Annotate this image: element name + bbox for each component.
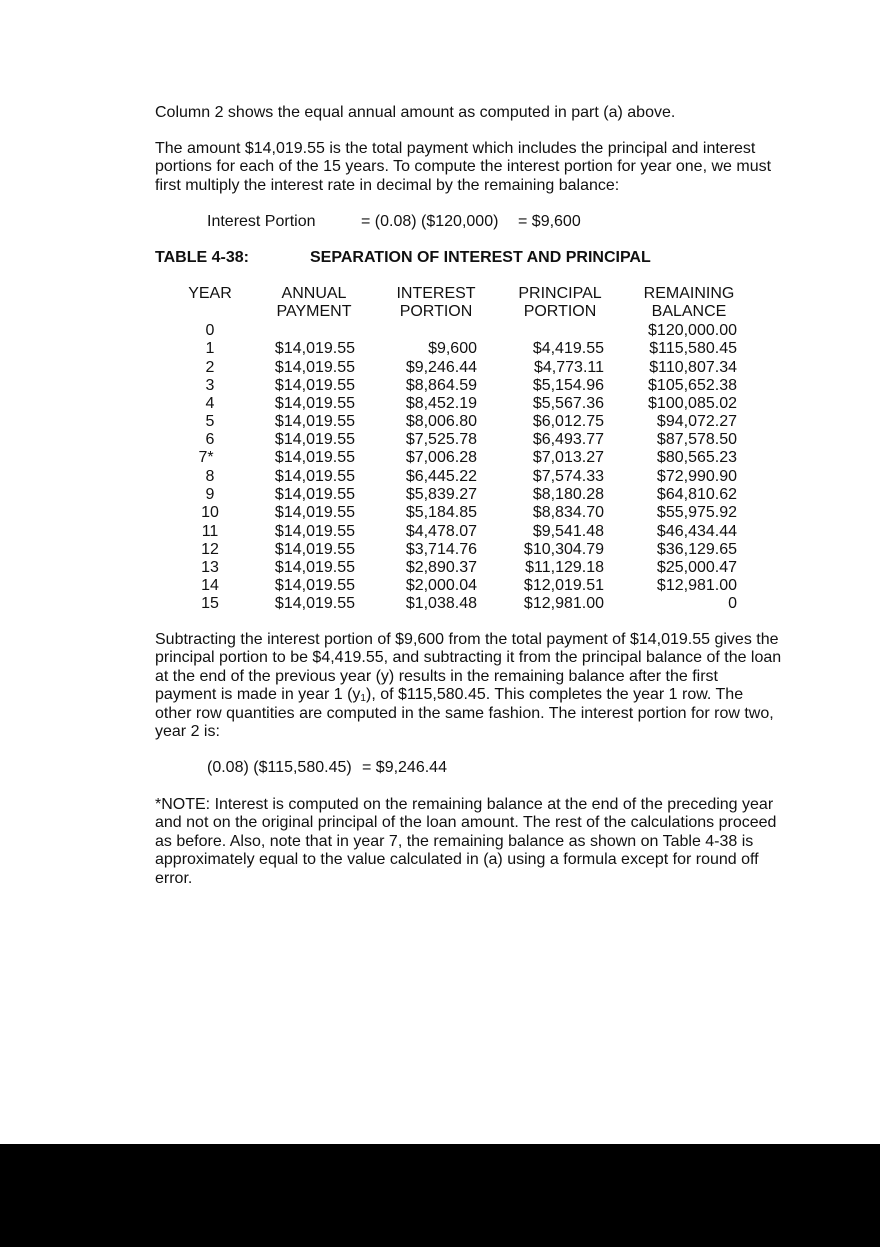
cell-year: 9 bbox=[205, 486, 215, 503]
paragraph-line: first multiply the interest rate in decimal by the remaining balance: bbox=[155, 176, 620, 194]
cell-principal: $5,154.96 bbox=[532, 377, 604, 394]
cell-balance: $94,072.27 bbox=[656, 413, 737, 430]
cell-balance: $105,652.38 bbox=[648, 377, 737, 394]
cell-year: 15 bbox=[201, 595, 219, 612]
cell-balance: $80,565.23 bbox=[656, 449, 737, 466]
cell-interest: $5,839.27 bbox=[405, 486, 477, 503]
paragraph-line: principal portion to be $4,419.55, and subtracting it from the principal balance of the loan bbox=[155, 649, 782, 667]
header-year: YEAR bbox=[188, 285, 232, 302]
table-header-row-1 bbox=[0, 285, 880, 303]
cell-balance: $36,129.65 bbox=[656, 541, 737, 558]
cell-balance: $115,580.45 bbox=[649, 340, 737, 357]
table-row bbox=[0, 577, 880, 595]
cell-balance: $46,434.44 bbox=[656, 523, 737, 540]
cell-year: 10 bbox=[201, 504, 219, 521]
header-principal: PRINCIPAL bbox=[518, 285, 602, 302]
cell-interest: $1,038.48 bbox=[405, 595, 477, 612]
table-row bbox=[0, 413, 880, 431]
cell-payment: $14,019.55 bbox=[274, 395, 355, 412]
cell-balance: 0 bbox=[728, 595, 737, 612]
table-row bbox=[0, 595, 880, 613]
paragraph-line: Subtracting the interest portion of $9,600 from the total payment of $14,019.55 gives the bbox=[155, 631, 779, 648]
cell-year: 0 bbox=[205, 322, 215, 339]
cell-interest: $2,000.04 bbox=[405, 577, 477, 594]
header-payment: PAYMENT bbox=[276, 303, 352, 320]
cell-payment: $14,019.55 bbox=[274, 577, 355, 594]
paragraph-line: year 2 is: bbox=[155, 723, 220, 741]
cell-interest: $2,890.37 bbox=[405, 559, 477, 576]
paragraph-line: *NOTE: Interest is computed on the remaining balance at the end of the preceding year bbox=[155, 796, 774, 813]
cell-year: 11 bbox=[201, 523, 219, 540]
cell-principal: $8,180.28 bbox=[532, 486, 604, 503]
cell-year: 2 bbox=[205, 359, 215, 376]
cell-payment: $14,019.55 bbox=[274, 449, 355, 466]
cell-balance: $120,000.00 bbox=[648, 322, 737, 339]
cell-interest: $7,525.78 bbox=[405, 431, 477, 448]
paragraph-line: approximately equal to the value calculated in (a) using a formula except for round off bbox=[155, 851, 759, 869]
cell-year: 1 bbox=[205, 340, 215, 357]
cell-interest: $3,714.76 bbox=[405, 541, 477, 558]
cell-year: 4 bbox=[205, 395, 215, 412]
cell-balance: $12,981.00 bbox=[656, 577, 737, 594]
cell-interest: $6,445.22 bbox=[405, 468, 477, 485]
cell-principal: $7,013.27 bbox=[532, 449, 604, 466]
cell-year: 13 bbox=[201, 559, 219, 576]
cell-balance: $25,000.47 bbox=[656, 559, 737, 576]
equation-result: = $9,246.44 bbox=[362, 759, 447, 776]
paragraph-line: other row quantities are computed in the same fashion. The interest portion for row two, bbox=[155, 704, 774, 722]
table-id-label: TABLE 4-38: bbox=[155, 249, 249, 266]
cell-balance: $55,975.92 bbox=[656, 504, 737, 521]
table-header-row-2 bbox=[0, 303, 880, 321]
intro-paragraph bbox=[155, 140, 780, 195]
table-row bbox=[0, 541, 880, 559]
cell-year: 6 bbox=[205, 431, 215, 448]
equation-result: = $9,600 bbox=[518, 213, 581, 230]
cell-payment: $14,019.55 bbox=[274, 595, 355, 612]
cell-principal: $10,304.79 bbox=[523, 541, 604, 558]
explanation-paragraph bbox=[155, 631, 780, 741]
equation-expression: = (0.08) ($120,000) bbox=[361, 213, 499, 230]
cell-principal: $7,574.33 bbox=[532, 468, 604, 485]
header-interest-portion: PORTION bbox=[399, 303, 473, 320]
line-text: payment is made in year 1 (y bbox=[155, 686, 361, 704]
cell-principal: $4,773.11 bbox=[534, 359, 604, 376]
cell-payment: $14,019.55 bbox=[274, 359, 355, 376]
cell-payment: $14,019.55 bbox=[274, 468, 355, 485]
cell-principal: $11,129.18 bbox=[525, 559, 604, 576]
header-balance: BALANCE bbox=[651, 303, 727, 320]
cell-payment: $14,019.55 bbox=[274, 431, 355, 448]
table-row bbox=[0, 395, 880, 413]
cell-payment: $14,019.55 bbox=[274, 504, 355, 521]
cell-principal: $5,567.36 bbox=[532, 395, 604, 412]
cell-year: 8 bbox=[205, 468, 215, 485]
paragraph-line: The amount $14,019.55 is the total payment which includes the principal and interest bbox=[155, 140, 756, 157]
cell-interest: $8,452.19 bbox=[405, 395, 477, 412]
table-row bbox=[0, 340, 880, 358]
table-row bbox=[0, 468, 880, 486]
cell-principal: $4,419.55 bbox=[532, 340, 604, 357]
paragraph-line: error. bbox=[155, 869, 193, 887]
table-row bbox=[0, 523, 880, 541]
cell-principal: $12,981.00 bbox=[523, 595, 604, 612]
header-interest: INTEREST bbox=[396, 285, 476, 302]
cell-interest: $4,478.07 bbox=[405, 523, 477, 540]
equation-label: Interest Portion bbox=[207, 213, 316, 230]
cell-payment: $14,019.55 bbox=[274, 413, 355, 430]
cell-principal: $6,012.75 bbox=[532, 413, 604, 430]
cell-principal: $8,834.70 bbox=[532, 504, 604, 521]
cell-year: 7* bbox=[198, 449, 214, 466]
paragraph-line: at the end of the previous year (y) results in the remaining balance after the first bbox=[155, 667, 718, 685]
paragraph-line bbox=[155, 686, 780, 704]
cell-principal: $6,493.77 bbox=[532, 431, 604, 448]
cell-payment: $14,019.55 bbox=[274, 486, 355, 503]
paragraph-line: as before. Also, note that in year 7, the remaining balance as shown on Table 4-38 is bbox=[155, 832, 754, 850]
cell-principal: $9,541.48 bbox=[532, 523, 604, 540]
note-paragraph bbox=[155, 796, 780, 888]
table-row bbox=[0, 504, 880, 522]
table-row bbox=[0, 559, 880, 577]
line-text: ), of $115,580.45. This completes the year 1 row. The bbox=[365, 686, 744, 704]
cell-payment: $14,019.55 bbox=[274, 377, 355, 394]
cell-interest: $5,184.85 bbox=[405, 504, 477, 521]
header-remaining: REMAINING bbox=[643, 285, 735, 302]
header-annual: ANNUAL bbox=[281, 285, 347, 302]
cell-interest: $9,246.44 bbox=[405, 359, 477, 376]
cell-interest: $8,006.80 bbox=[405, 413, 477, 430]
cell-year: 12 bbox=[201, 541, 219, 558]
column-note-text: Column 2 shows the equal annual amount as computed in part (a) above. bbox=[155, 104, 676, 121]
cell-balance: $72,990.90 bbox=[656, 468, 737, 485]
cell-balance: $100,085.02 bbox=[648, 395, 737, 412]
cell-interest: $7,006.28 bbox=[405, 449, 477, 466]
table-row bbox=[0, 486, 880, 504]
cell-principal: $12,019.51 bbox=[523, 577, 604, 594]
black-footer-bar bbox=[0, 1144, 880, 1247]
cell-payment: $14,019.55 bbox=[274, 340, 355, 357]
cell-balance: $64,810.62 bbox=[656, 486, 737, 503]
cell-balance: $110,807.34 bbox=[649, 359, 737, 376]
cell-year: 3 bbox=[205, 377, 215, 394]
subscript: 1 bbox=[360, 693, 366, 705]
cell-interest: $8,864.59 bbox=[405, 377, 477, 394]
table-row bbox=[0, 377, 880, 395]
header-principal-portion: PORTION bbox=[523, 303, 597, 320]
cell-interest: $9,600 bbox=[428, 340, 477, 357]
equation-expression: (0.08) ($115,580.45) bbox=[207, 759, 352, 776]
cell-payment: $14,019.55 bbox=[274, 523, 355, 540]
cell-year: 5 bbox=[205, 413, 215, 430]
cell-payment: $14,019.55 bbox=[274, 541, 355, 558]
table-row bbox=[0, 449, 880, 467]
table-row bbox=[0, 322, 880, 340]
paragraph-line: and not on the original principal of the loan amount. The rest of the calculations proceed bbox=[155, 814, 777, 832]
cell-year: 14 bbox=[201, 577, 219, 594]
table-row bbox=[0, 431, 880, 449]
paragraph-line: portions for each of the 15 years. To compute the interest portion for year one, we must bbox=[155, 158, 772, 176]
table-row bbox=[0, 359, 880, 377]
table-title: SEPARATION OF INTEREST AND PRINCIPAL bbox=[310, 249, 651, 266]
cell-payment: $14,019.55 bbox=[274, 559, 355, 576]
cell-balance: $87,578.50 bbox=[656, 431, 737, 448]
